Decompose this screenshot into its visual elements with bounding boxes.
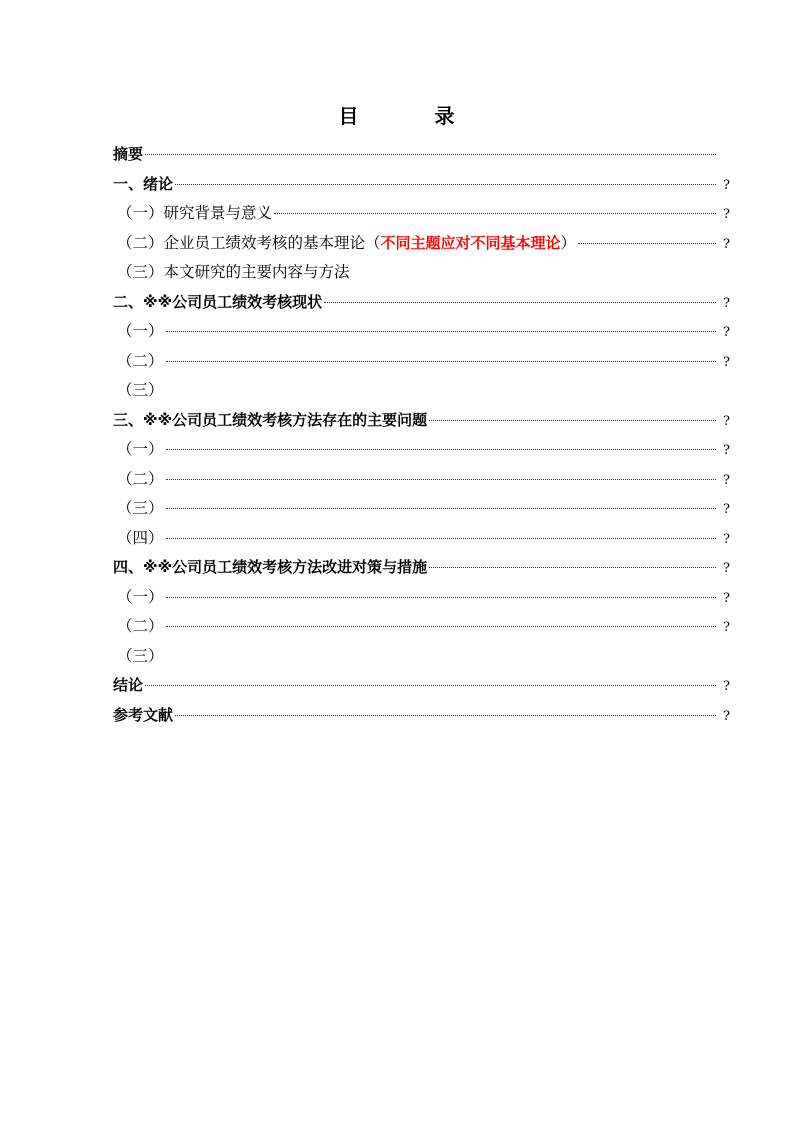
toc-entry-text: 参考文献 [113,705,174,724]
dot-leader [166,479,716,480]
toc-entry-label [113,524,164,554]
toc-entry[interactable] [113,435,730,465]
dot-leader [166,626,716,627]
toc-entry-text: （二）企业员工绩效考核的基本理论（ [117,233,381,252]
page-number: ? [723,502,730,517]
toc-entry-label [113,140,143,170]
toc-entry-label [113,258,350,288]
toc-entry[interactable] [113,642,730,672]
toc-entry[interactable] [113,170,730,200]
toc-entry-label [113,317,164,347]
toc-entry-label [113,612,164,642]
toc-entry-red-note: 不同主题应对不同基本理论 [380,233,561,252]
page-number: ? [723,679,730,694]
toc-entry-text-suffix: ） [560,233,577,252]
toc-entry-label [113,583,164,613]
dot-leader [324,302,716,303]
toc-entry-text: （一） [117,322,164,340]
toc-entry-text: （三） [117,646,164,665]
page-number: ? [723,708,730,724]
toc-entry-text: 一、绪论 [113,174,174,193]
toc-entry[interactable] [113,583,730,613]
toc-entry-text: （四） [117,528,164,547]
page-number: ? [723,413,730,429]
page-number: ? [723,590,730,606]
dot-leader [166,508,716,509]
dot-leader [166,597,716,598]
dot-leader [166,361,716,362]
dot-leader [429,420,716,421]
toc-entry-text: （二） [117,469,164,488]
table-of-contents [113,140,730,730]
page-number: ? [723,561,730,576]
toc-entry[interactable] [113,288,730,318]
dot-leader [166,538,716,539]
toc-entry-text: （三） [117,499,164,517]
toc-entry-text: 结论 [113,676,144,694]
toc-entry[interactable] [113,671,730,701]
toc-entry-label [113,288,322,318]
toc-entry-label [113,170,173,200]
page-number: ? [723,354,730,370]
toc-entry[interactable] [113,376,730,406]
toc-entry-text: （一） [117,587,164,606]
toc-entry-text: 四、※※公司员工绩效考核方法改进对策与措施 [113,558,428,576]
dot-leader [145,154,716,155]
dot-leader [578,243,716,244]
toc-entry-label [113,671,143,701]
toc-entry-text: （三） [117,381,164,399]
toc-entry[interactable] [113,406,730,436]
toc-entry[interactable] [113,199,730,229]
toc-entry-text: （二） [117,617,164,635]
toc-entry-text: （三）本文研究的主要内容与方法 [117,263,350,281]
dot-leader [274,213,716,214]
toc-entry[interactable] [113,229,730,259]
page-number: ? [723,325,730,340]
toc-entry-text: （二） [117,351,164,370]
toc-entry-text: （一） [117,440,164,458]
toc-entry-text: 三、※※公司员工绩效考核方法存在的主要问题 [113,410,428,429]
toc-entry-text: 摘要 [113,145,144,163]
toc-entry-text: （一）研究背景与意义 [117,204,273,222]
toc-entry-label [113,701,173,731]
toc-entry-label [113,199,272,229]
toc-entry-label [113,465,164,495]
page-number: ? [723,295,730,311]
page-number: ? [723,443,730,458]
dot-leader [166,449,716,450]
page-number: ? [723,531,730,547]
toc-entry[interactable] [113,701,730,731]
dot-leader [429,567,716,568]
dot-leader [175,715,716,716]
toc-entry[interactable] [113,258,730,288]
page-number: ? [723,207,730,222]
toc-entry[interactable] [113,465,730,495]
toc-entry-label [113,435,164,465]
toc-entry-label [113,229,576,259]
toc-entry[interactable] [113,612,730,642]
toc-entry-label [113,347,164,377]
toc-entry-label [113,406,427,436]
toc-entry[interactable] [113,317,730,347]
page-number: ? [723,620,730,635]
toc-title: 目 录 [338,104,483,128]
toc-entry-label [113,553,427,583]
page-number: ? [723,472,730,488]
toc-entry[interactable] [113,347,730,377]
toc-entry-label [113,376,164,406]
toc-entry-label [113,642,164,672]
toc-entry-text: 二、※※公司员工绩效考核现状 [113,292,323,311]
dot-leader [145,685,716,686]
toc-entry[interactable] [113,524,730,554]
toc-entry[interactable] [113,140,730,170]
toc-entry-label [113,494,164,524]
toc-entry[interactable] [113,553,730,583]
toc-entry[interactable] [113,494,730,524]
dot-leader [166,331,716,332]
dot-leader [175,184,716,185]
page-number: ? [723,177,730,193]
page-number: ? [723,236,730,252]
